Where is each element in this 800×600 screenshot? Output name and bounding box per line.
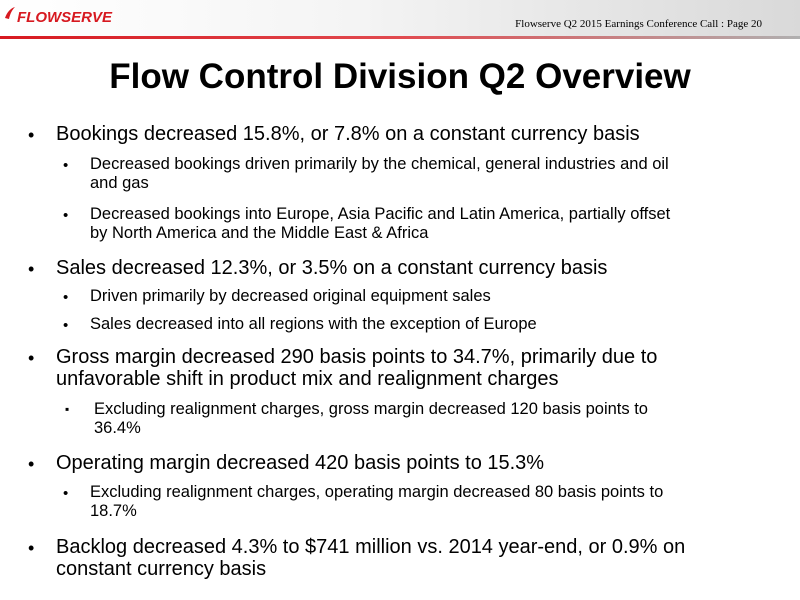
sub-bullet-line: 18.7% <box>90 502 137 520</box>
page-info: Flowserve Q2 2015 Earnings Conference Call : Page 20 <box>515 18 762 30</box>
bullet-gross-margin <box>56 346 756 390</box>
sub-bullet-operating-margin-excluding <box>90 483 770 521</box>
bullet-line: constant currency basis <box>56 558 267 580</box>
bullet-line: Operating margin decreased 420 basis points to 15.3% <box>56 452 545 474</box>
sub-bullet-marker: • <box>63 157 69 174</box>
sub-bullet-line: Decreased bookings driven primarily by the chemical, general industries and oil <box>90 155 669 173</box>
sub-bullet-line: 36.4% <box>94 419 141 437</box>
bullet-bookings <box>56 123 756 145</box>
sub-bullet-marker: • <box>63 485 69 502</box>
bullet-line: unfavorable shift in product mix and realignment charges <box>56 368 559 390</box>
bullet-marker: • <box>28 348 35 368</box>
bullet-backlog <box>56 536 756 580</box>
sub-bullet-line: Excluding realignment charges, operating margin decreased 80 basis points to <box>90 483 664 501</box>
sub-bullet-sales-equipment <box>90 287 770 306</box>
sub-bullet-line: Sales decreased into all regions with the exception of Europe <box>90 315 537 333</box>
sub-bullet-line: Driven primarily by decreased original equipment sales <box>90 287 491 305</box>
sub-bullet-bookings-regions <box>90 205 770 243</box>
bullet-line: Bookings decreased 15.8%, or 7.8% on a constant currency basis <box>56 123 640 145</box>
sub-bullet-gross-margin-excluding <box>94 400 774 438</box>
sub-bullet-marker: • <box>63 207 69 224</box>
bullet-marker: • <box>28 259 35 279</box>
bullet-line: Backlog decreased 4.3% to $741 million vs. 2014 year-end, or 0.9% on <box>56 536 686 558</box>
sub-bullet-marker: • <box>63 317 69 334</box>
bullet-marker: • <box>28 454 35 474</box>
logo-wordmark: FLOWSERVE <box>17 8 113 26</box>
sub-bullet-line: Decreased bookings into Europe, Asia Pacific and Latin America, partially offset <box>90 205 671 223</box>
sub-bullet-line: Excluding realignment charges, gross margin decreased 120 basis points to <box>94 400 648 418</box>
bullet-line: Gross margin decreased 290 basis points to 34.7%, primarily due to <box>56 346 658 368</box>
bullet-marker: • <box>28 125 35 145</box>
slide-title: Flow Control Division Q2 Overview <box>109 57 691 96</box>
sub-bullet-line: by North America and the Middle East & Africa <box>90 224 429 242</box>
sub-bullet-line: and gas <box>90 174 149 192</box>
sub-bullet-square-marker: ▪ <box>65 402 70 416</box>
sub-bullet-sales-regions <box>90 315 770 334</box>
bullet-marker: • <box>28 538 35 558</box>
bullet-operating-margin <box>56 452 756 474</box>
sub-bullet-bookings-industries <box>90 155 770 193</box>
bullet-line: Sales decreased 12.3%, or 3.5% on a constant currency basis <box>56 257 608 279</box>
sub-bullet-marker: • <box>63 289 69 306</box>
bullet-sales <box>56 257 756 279</box>
